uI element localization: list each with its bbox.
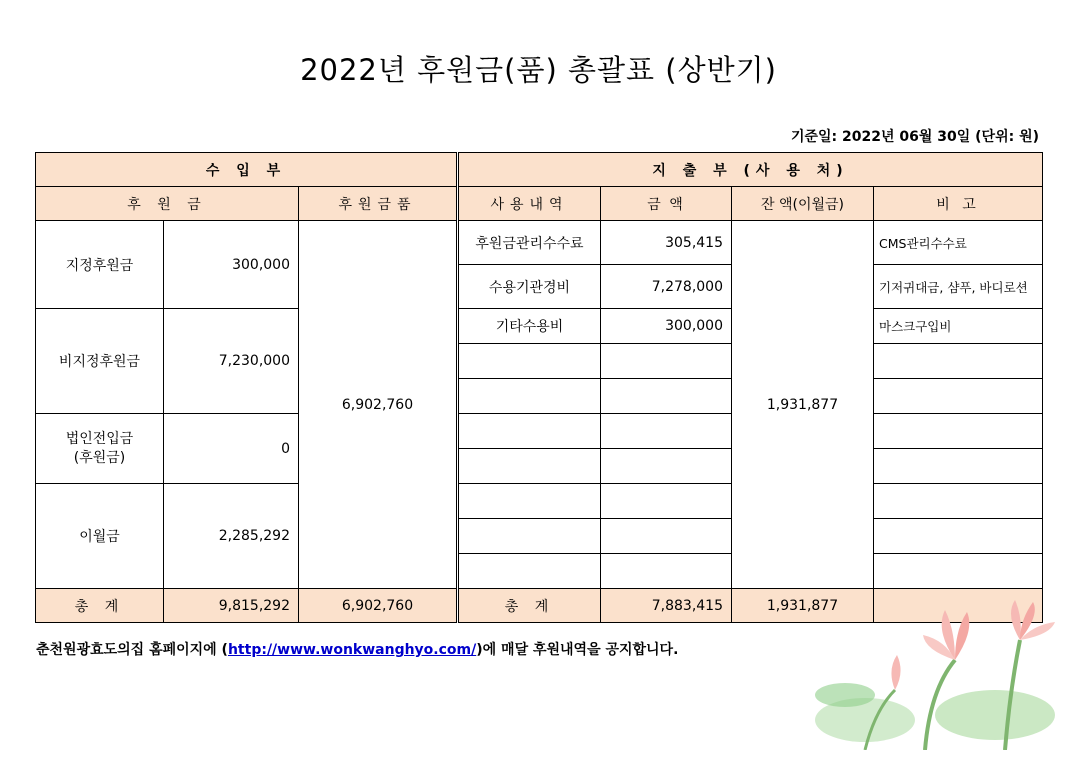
summary-table bbox=[35, 152, 1043, 623]
note-empty bbox=[874, 344, 1043, 379]
usage-empty bbox=[458, 519, 601, 554]
usage-2: 수용기관경비 bbox=[458, 265, 601, 309]
usage-empty bbox=[458, 449, 601, 484]
usage-3: 기타수용비 bbox=[458, 309, 601, 344]
note-empty bbox=[874, 414, 1043, 449]
note-empty bbox=[874, 449, 1043, 484]
base-date: 기준일: 2022년 06월 30일 (단위: 원) bbox=[790, 129, 1039, 145]
income-value-3: 0 bbox=[164, 414, 299, 484]
amount-empty bbox=[601, 449, 732, 484]
lotus-flower-icon bbox=[923, 610, 969, 660]
usage-empty bbox=[458, 344, 601, 379]
income-label-4: 이월금 bbox=[36, 484, 164, 589]
expense-total-amount: 7,883,415 bbox=[601, 589, 732, 623]
amount-empty bbox=[601, 414, 732, 449]
amount-empty bbox=[601, 344, 732, 379]
usage-empty bbox=[458, 414, 601, 449]
note-empty bbox=[874, 554, 1043, 589]
income-label-1: 지정후원금 bbox=[36, 221, 164, 309]
income-label-3: 법인전입금 (후원금) bbox=[36, 414, 164, 484]
col-balance-header: 잔 액(이월금) bbox=[732, 187, 874, 221]
title-text: 2022년 후원금(품) 총괄표 (상반기) bbox=[300, 53, 777, 87]
income-header: 수 입 부 bbox=[36, 153, 458, 187]
amount-empty bbox=[601, 519, 732, 554]
amount-1: 305,415 bbox=[601, 221, 732, 265]
expense-total-balance: 1,931,877 bbox=[732, 589, 874, 623]
expense-total-label: 총 계 bbox=[458, 589, 601, 623]
amount-empty bbox=[601, 379, 732, 414]
income-total-label: 총 계 bbox=[36, 589, 164, 623]
income-value-1: 300,000 bbox=[164, 221, 299, 309]
note-empty bbox=[874, 484, 1043, 519]
note-3: 마스크구입비 bbox=[874, 309, 1043, 344]
goods-value: 6,902,760 bbox=[299, 221, 458, 589]
income-total-donation: 9,815,292 bbox=[164, 589, 299, 623]
income-total-goods: 6,902,760 bbox=[299, 589, 458, 623]
note-1: CMS관리수수료 bbox=[874, 221, 1043, 265]
expense-header: 지 출 부 (사 용 처) bbox=[458, 153, 1043, 187]
lotus-flower-icon bbox=[1011, 600, 1055, 640]
col-goods-header: 후원금품 bbox=[299, 187, 458, 221]
lotus-decoration bbox=[805, 600, 1075, 750]
note-empty bbox=[874, 379, 1043, 414]
note-2: 기저귀대금, 샴푸, 바디로션 bbox=[874, 265, 1043, 309]
income-value-4: 2,285,292 bbox=[164, 484, 299, 589]
usage-1: 후원금관리수수료 bbox=[458, 221, 601, 265]
homepage-link[interactable]: http://www.wonkwanghyo.com/ bbox=[227, 642, 477, 658]
usage-empty bbox=[458, 484, 601, 519]
footer-notice bbox=[36, 639, 678, 659]
amount-empty bbox=[601, 484, 732, 519]
amount-empty bbox=[601, 554, 732, 589]
col-donation-header: 후 원 금 bbox=[36, 187, 299, 221]
income-label-2: 비지정후원금 bbox=[36, 309, 164, 414]
col-usage-header: 사용내역 bbox=[458, 187, 601, 221]
page-title bbox=[0, 48, 1077, 89]
lotus-bud-icon bbox=[891, 655, 900, 690]
note-empty bbox=[874, 519, 1043, 554]
usage-empty bbox=[458, 379, 601, 414]
footer-text-after: )에 매달 후원내역을 공지합니다. bbox=[476, 642, 679, 658]
amount-2: 7,278,000 bbox=[601, 265, 732, 309]
footer-text-before: 춘천원광효도의집 홈페이지에 ( bbox=[36, 642, 228, 658]
amount-3: 300,000 bbox=[601, 309, 732, 344]
balance-value: 1,931,877 bbox=[732, 221, 874, 589]
col-note-header: 비 고 bbox=[874, 187, 1043, 221]
income-value-2: 7,230,000 bbox=[164, 309, 299, 414]
col-amount-header: 금 액 bbox=[601, 187, 732, 221]
usage-empty bbox=[458, 554, 601, 589]
